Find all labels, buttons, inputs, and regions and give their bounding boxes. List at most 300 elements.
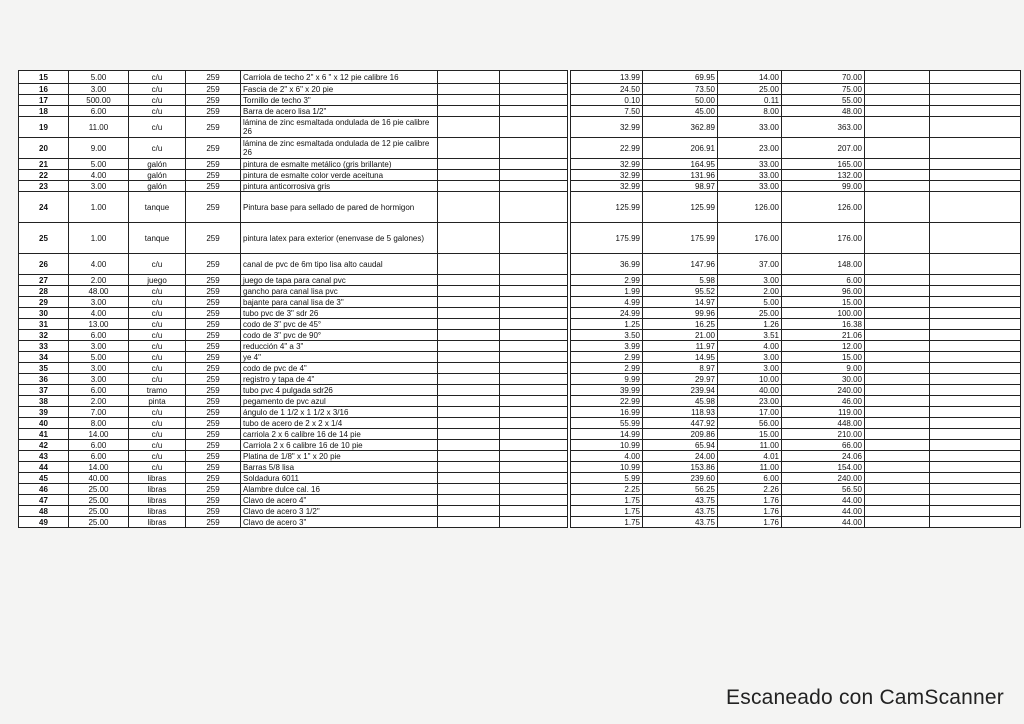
unit-price-rounded: 15.00 (718, 429, 782, 440)
code: 259 (186, 341, 241, 352)
unit-price: 22.99 (571, 396, 643, 407)
table-row (19, 319, 1021, 330)
item-number: 47 (19, 495, 69, 506)
unit: c/u (129, 440, 186, 451)
code: 259 (186, 286, 241, 297)
empty-cell (930, 117, 1021, 138)
description: ángulo de 1 1/2 x 1 1/2 x 3/16 (241, 407, 438, 418)
table-row (19, 363, 1021, 374)
empty-cell (865, 396, 930, 407)
unit: galón (129, 170, 186, 181)
item-number: 32 (19, 330, 69, 341)
unit-price: 22.99 (571, 138, 643, 159)
unit-price: 1.75 (571, 506, 643, 517)
empty-cell (865, 181, 930, 192)
total-price-rounded: 56.50 (782, 484, 865, 495)
total-price: 14.97 (643, 297, 718, 308)
total-price-rounded: 46.00 (782, 396, 865, 407)
quantity: 500.00 (69, 95, 129, 106)
empty-cell (500, 254, 568, 275)
item-number: 20 (19, 138, 69, 159)
unit-price: 7.50 (571, 106, 643, 117)
table-row (19, 159, 1021, 170)
code: 259 (186, 495, 241, 506)
unit: c/u (129, 84, 186, 95)
quantity: 2.00 (69, 396, 129, 407)
unit-price-rounded: 8.00 (718, 106, 782, 117)
unit-price: 1.25 (571, 319, 643, 330)
table-row (19, 484, 1021, 495)
empty-cell (930, 319, 1021, 330)
total-price: 11.97 (643, 341, 718, 352)
total-price: 16.25 (643, 319, 718, 330)
unit-price-rounded: 25.00 (718, 308, 782, 319)
total-price: 8.97 (643, 363, 718, 374)
unit-price: 16.99 (571, 407, 643, 418)
total-price: 362.89 (643, 117, 718, 138)
quantity: 7.00 (69, 407, 129, 418)
item-number: 25 (19, 223, 69, 254)
unit-price-rounded: 4.01 (718, 451, 782, 462)
description: Tornillo de techo 3" (241, 95, 438, 106)
item-number: 26 (19, 254, 69, 275)
total-price: 239.60 (643, 473, 718, 484)
empty-cell (500, 319, 568, 330)
unit: tanque (129, 223, 186, 254)
empty-cell (930, 297, 1021, 308)
description: codo de 3" pvc de 90° (241, 330, 438, 341)
empty-cell (930, 308, 1021, 319)
table-row (19, 286, 1021, 297)
item-number: 16 (19, 84, 69, 95)
unit-price: 39.99 (571, 385, 643, 396)
table-row (19, 451, 1021, 462)
empty-cell (500, 223, 568, 254)
empty-cell (865, 254, 930, 275)
total-price-rounded: 363.00 (782, 117, 865, 138)
empty-cell (438, 319, 500, 330)
table-row (19, 352, 1021, 363)
table-row (19, 170, 1021, 181)
empty-cell (865, 170, 930, 181)
total-price: 447.92 (643, 418, 718, 429)
description: registro y tapa de 4" (241, 374, 438, 385)
description: tubo de acero de 2 x 2 x 1/4 (241, 418, 438, 429)
total-price-rounded: 240.00 (782, 473, 865, 484)
unit-price: 2.25 (571, 484, 643, 495)
empty-cell (500, 451, 568, 462)
empty-cell (930, 330, 1021, 341)
total-price-rounded: 44.00 (782, 517, 865, 528)
quantity: 2.00 (69, 275, 129, 286)
empty-cell (930, 429, 1021, 440)
table-row (19, 440, 1021, 451)
description: Clavo de acero 4" (241, 495, 438, 506)
unit-price: 32.99 (571, 170, 643, 181)
quantity: 4.00 (69, 308, 129, 319)
quantity: 25.00 (69, 495, 129, 506)
table-row (19, 330, 1021, 341)
description: Pintura base para sellado de pared de hormigon (241, 192, 438, 223)
unit: tanque (129, 192, 186, 223)
total-price-rounded: 100.00 (782, 308, 865, 319)
empty-cell (500, 418, 568, 429)
item-number: 33 (19, 341, 69, 352)
code: 259 (186, 440, 241, 451)
total-price-rounded: 44.00 (782, 495, 865, 506)
total-price: 43.75 (643, 517, 718, 528)
quantity: 4.00 (69, 254, 129, 275)
empty-cell (438, 159, 500, 170)
total-price-rounded: 21.06 (782, 330, 865, 341)
unit-price-rounded: 1.76 (718, 506, 782, 517)
item-number: 42 (19, 440, 69, 451)
unit-price: 9.99 (571, 374, 643, 385)
empty-cell (438, 170, 500, 181)
empty-cell (438, 506, 500, 517)
table-row (19, 429, 1021, 440)
unit: c/u (129, 286, 186, 297)
unit-price-rounded: 56.00 (718, 418, 782, 429)
item-number: 31 (19, 319, 69, 330)
code: 259 (186, 473, 241, 484)
unit-price: 125.99 (571, 192, 643, 223)
empty-cell (500, 117, 568, 138)
empty-cell (500, 170, 568, 181)
code: 259 (186, 363, 241, 374)
table-row (19, 473, 1021, 484)
unit-price-rounded: 23.00 (718, 396, 782, 407)
total-price: 5.98 (643, 275, 718, 286)
code: 259 (186, 396, 241, 407)
table-row (19, 495, 1021, 506)
empty-cell (865, 385, 930, 396)
total-price: 99.96 (643, 308, 718, 319)
table-row (19, 297, 1021, 308)
code: 259 (186, 352, 241, 363)
unit-price-rounded: 126.00 (718, 192, 782, 223)
empty-cell (500, 181, 568, 192)
code: 259 (186, 506, 241, 517)
item-number: 19 (19, 117, 69, 138)
item-number: 15 (19, 71, 69, 84)
empty-cell (865, 223, 930, 254)
empty-cell (500, 440, 568, 451)
empty-cell (930, 84, 1021, 95)
description: pintura latex para exterior (enenvase de 5 galones) (241, 223, 438, 254)
unit-price: 4.00 (571, 451, 643, 462)
table-row (19, 138, 1021, 159)
unit: c/u (129, 330, 186, 341)
quantity: 1.00 (69, 223, 129, 254)
description: lámina de zinc esmaltada ondulada de 16 pie calibre 26 (241, 117, 438, 138)
empty-cell (930, 95, 1021, 106)
empty-cell (500, 286, 568, 297)
description: tubo pvc de 3" sdr 26 (241, 308, 438, 319)
empty-cell (930, 159, 1021, 170)
total-price-rounded: 132.00 (782, 170, 865, 181)
empty-cell (865, 84, 930, 95)
description: Soldadura 6011 (241, 473, 438, 484)
total-price-rounded: 176.00 (782, 223, 865, 254)
empty-cell (438, 484, 500, 495)
description: Platina de 1/8" x 1" x 20 pie (241, 451, 438, 462)
unit-price: 2.99 (571, 275, 643, 286)
empty-cell (438, 106, 500, 117)
unit-price-rounded: 0.11 (718, 95, 782, 106)
empty-cell (865, 407, 930, 418)
unit-price-rounded: 33.00 (718, 159, 782, 170)
total-price: 65.94 (643, 440, 718, 451)
empty-cell (865, 429, 930, 440)
table-row (19, 374, 1021, 385)
unit: galón (129, 159, 186, 170)
unit: libras (129, 506, 186, 517)
total-price: 118.93 (643, 407, 718, 418)
total-price-rounded: 9.00 (782, 363, 865, 374)
empty-cell (930, 352, 1021, 363)
table-row (19, 254, 1021, 275)
unit-price-rounded: 40.00 (718, 385, 782, 396)
code: 259 (186, 223, 241, 254)
unit: libras (129, 495, 186, 506)
empty-cell (930, 495, 1021, 506)
description: pintura de esmalte color verde aceituna (241, 170, 438, 181)
empty-cell (500, 396, 568, 407)
table-row (19, 341, 1021, 352)
total-price-rounded: 12.00 (782, 341, 865, 352)
total-price: 50.00 (643, 95, 718, 106)
empty-cell (438, 330, 500, 341)
empty-cell (438, 473, 500, 484)
empty-cell (930, 363, 1021, 374)
description: Carriola de techo 2" x 6 " x 12 pie calibre 16 (241, 71, 438, 84)
quantity: 25.00 (69, 506, 129, 517)
code: 259 (186, 429, 241, 440)
unit-price: 3.99 (571, 341, 643, 352)
empty-cell (500, 374, 568, 385)
quantity: 3.00 (69, 374, 129, 385)
unit-price: 3.50 (571, 330, 643, 341)
total-price: 73.50 (643, 84, 718, 95)
empty-cell (438, 451, 500, 462)
empty-cell (930, 407, 1021, 418)
unit-price: 10.99 (571, 462, 643, 473)
empty-cell (438, 517, 500, 528)
empty-cell (438, 138, 500, 159)
total-price: 45.00 (643, 106, 718, 117)
item-number: 22 (19, 170, 69, 181)
item-number: 38 (19, 396, 69, 407)
unit-price: 55.99 (571, 418, 643, 429)
description: Barras 5/8 lisa (241, 462, 438, 473)
quantity: 4.00 (69, 170, 129, 181)
unit: c/u (129, 254, 186, 275)
code: 259 (186, 71, 241, 84)
unit: c/u (129, 308, 186, 319)
total-price: 131.96 (643, 170, 718, 181)
total-price-rounded: 207.00 (782, 138, 865, 159)
empty-cell (438, 396, 500, 407)
unit: c/u (129, 352, 186, 363)
code: 259 (186, 330, 241, 341)
table-row (19, 407, 1021, 418)
unit: libras (129, 473, 186, 484)
total-price-rounded: 165.00 (782, 159, 865, 170)
empty-cell (500, 138, 568, 159)
empty-cell (438, 223, 500, 254)
total-price: 29.97 (643, 374, 718, 385)
empty-cell (865, 517, 930, 528)
unit: c/u (129, 429, 186, 440)
empty-cell (865, 286, 930, 297)
total-price-rounded: 99.00 (782, 181, 865, 192)
total-price-rounded: 240.00 (782, 385, 865, 396)
item-number: 23 (19, 181, 69, 192)
total-price-rounded: 75.00 (782, 84, 865, 95)
code: 259 (186, 254, 241, 275)
empty-cell (438, 385, 500, 396)
unit-price: 1.75 (571, 517, 643, 528)
table-body (19, 71, 1021, 528)
code: 259 (186, 418, 241, 429)
total-price: 125.99 (643, 192, 718, 223)
unit-price-rounded: 33.00 (718, 181, 782, 192)
total-price-rounded: 448.00 (782, 418, 865, 429)
empty-cell (865, 297, 930, 308)
quantity: 13.00 (69, 319, 129, 330)
total-price-rounded: 15.00 (782, 352, 865, 363)
quantity: 40.00 (69, 473, 129, 484)
table-row (19, 275, 1021, 286)
empty-cell (865, 462, 930, 473)
empty-cell (865, 418, 930, 429)
table-row (19, 506, 1021, 517)
item-number: 28 (19, 286, 69, 297)
total-price: 209.86 (643, 429, 718, 440)
empty-cell (930, 451, 1021, 462)
unit-price-rounded: 2.26 (718, 484, 782, 495)
empty-cell (930, 374, 1021, 385)
empty-cell (930, 418, 1021, 429)
unit: c/u (129, 451, 186, 462)
code: 259 (186, 170, 241, 181)
total-price: 43.75 (643, 495, 718, 506)
empty-cell (500, 71, 568, 84)
empty-cell (500, 297, 568, 308)
unit-price: 13.99 (571, 71, 643, 84)
description: reducción 4" a 3" (241, 341, 438, 352)
unit: c/u (129, 95, 186, 106)
empty-cell (438, 363, 500, 374)
total-price-rounded: 44.00 (782, 506, 865, 517)
unit-price-rounded: 33.00 (718, 170, 782, 181)
total-price: 24.00 (643, 451, 718, 462)
empty-cell (438, 429, 500, 440)
quantity: 14.00 (69, 429, 129, 440)
code: 259 (186, 517, 241, 528)
table-row (19, 84, 1021, 95)
table-row (19, 385, 1021, 396)
item-number: 48 (19, 506, 69, 517)
empty-cell (438, 308, 500, 319)
empty-cell (865, 308, 930, 319)
description: canal de pvc de 6m tipo lisa alto caudal (241, 254, 438, 275)
description: pegamento de pvc azul (241, 396, 438, 407)
unit-price: 24.99 (571, 308, 643, 319)
quantity: 3.00 (69, 297, 129, 308)
unit-price-rounded: 2.00 (718, 286, 782, 297)
unit-price-rounded: 33.00 (718, 117, 782, 138)
unit: c/u (129, 138, 186, 159)
item-number: 21 (19, 159, 69, 170)
quantity: 8.00 (69, 418, 129, 429)
code: 259 (186, 95, 241, 106)
empty-cell (438, 374, 500, 385)
empty-cell (438, 275, 500, 286)
total-price: 98.97 (643, 181, 718, 192)
unit-price-rounded: 11.00 (718, 462, 782, 473)
empty-cell (500, 462, 568, 473)
description: pintura anticorrosiva gris (241, 181, 438, 192)
unit: c/u (129, 374, 186, 385)
item-number: 45 (19, 473, 69, 484)
empty-cell (865, 192, 930, 223)
empty-cell (930, 170, 1021, 181)
empty-cell (438, 95, 500, 106)
empty-cell (865, 138, 930, 159)
unit-price: 0.10 (571, 95, 643, 106)
item-number: 39 (19, 407, 69, 418)
code: 259 (186, 181, 241, 192)
empty-cell (865, 473, 930, 484)
item-number: 36 (19, 374, 69, 385)
total-price-rounded: 96.00 (782, 286, 865, 297)
empty-cell (438, 192, 500, 223)
quantity: 6.00 (69, 440, 129, 451)
item-number: 49 (19, 517, 69, 528)
unit: c/u (129, 117, 186, 138)
empty-cell (930, 192, 1021, 223)
item-number: 18 (19, 106, 69, 117)
empty-cell (500, 506, 568, 517)
empty-cell (865, 451, 930, 462)
quantity: 6.00 (69, 106, 129, 117)
price-table (18, 70, 1021, 528)
item-number: 43 (19, 451, 69, 462)
description: juego de tapa para canal pvc (241, 275, 438, 286)
empty-cell (865, 341, 930, 352)
table-row (19, 308, 1021, 319)
unit-price: 32.99 (571, 159, 643, 170)
quantity: 6.00 (69, 451, 129, 462)
quantity: 3.00 (69, 84, 129, 95)
total-price: 14.95 (643, 352, 718, 363)
empty-cell (930, 223, 1021, 254)
unit-price: 1.99 (571, 286, 643, 297)
code: 259 (186, 451, 241, 462)
quantity: 5.00 (69, 352, 129, 363)
quantity: 25.00 (69, 517, 129, 528)
empty-cell (500, 341, 568, 352)
empty-cell (865, 330, 930, 341)
empty-cell (438, 286, 500, 297)
empty-cell (930, 484, 1021, 495)
table-row (19, 223, 1021, 254)
table-row (19, 192, 1021, 223)
description: tubo pvc 4 pulgada sdr26 (241, 385, 438, 396)
unit-price: 36.99 (571, 254, 643, 275)
